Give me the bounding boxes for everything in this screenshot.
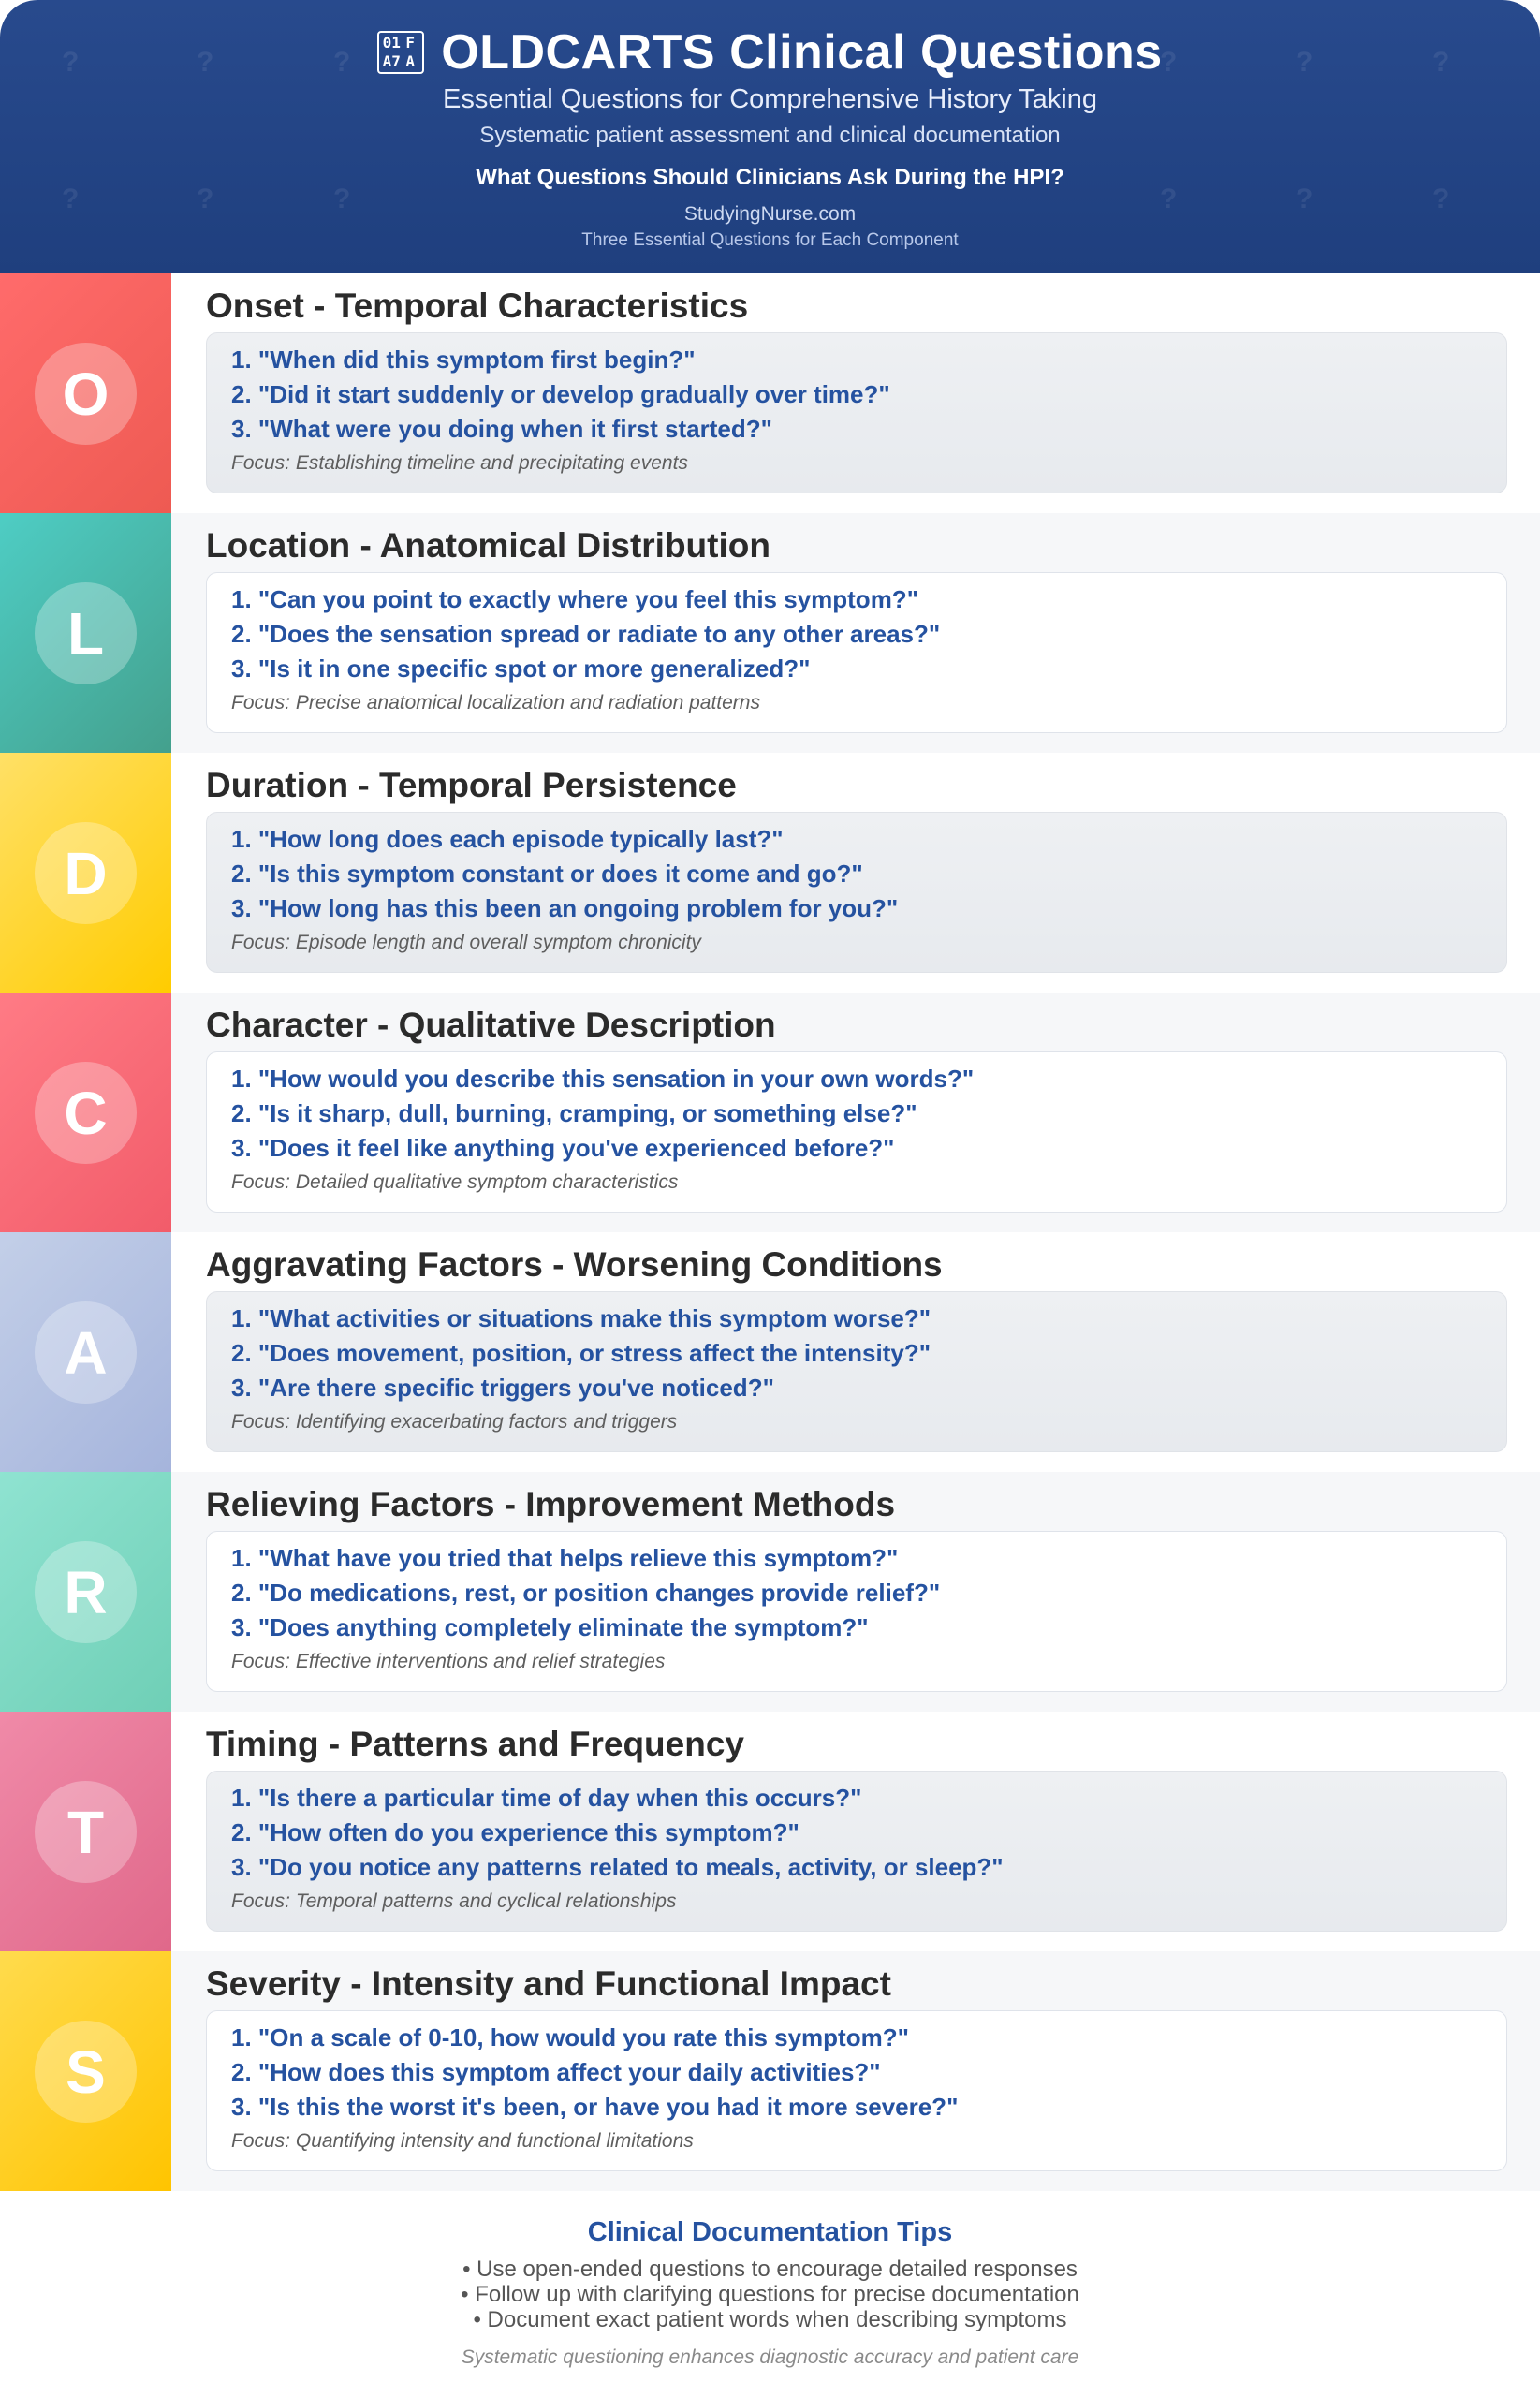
question-item: 3. "Is it in one specific spot or more generalized?" — [231, 654, 811, 683]
section-title: Duration - Temporal Persistence — [206, 766, 737, 804]
question-item: 2. "How does this symptom affect your daily activities?" — [231, 2058, 881, 2086]
header-banner — [0, 0, 1540, 273]
letter-column — [0, 1232, 171, 1472]
question-item: 1. "What have you tried that helps relieve this symptom?" — [231, 1544, 899, 1572]
letter-column — [0, 1951, 171, 2191]
question-mark-decoration: ? — [1432, 47, 1450, 78]
question-item: 1. "When did this symptom first begin?" — [231, 346, 696, 374]
question-item: 1. "Is there a particular time of day when this occurs?" — [231, 1784, 862, 1812]
section-title: Relieving Factors - Improvement Methods — [206, 1485, 896, 1523]
section-title: Location - Anatomical Distribution — [206, 526, 770, 565]
footer-title: Clinical Documentation Tips — [587, 2217, 953, 2247]
letter-badge: C — [35, 1062, 137, 1164]
section-title: Character - Qualitative Description — [206, 1006, 776, 1044]
question-mark-decoration: ? — [197, 184, 214, 214]
section-title: Aggravating Factors - Worsening Conditions — [206, 1245, 943, 1284]
question-item: 3. "Are there specific triggers you've noticed?" — [231, 1374, 774, 1402]
question-card — [206, 1531, 1507, 1692]
section-timing — [0, 1712, 1540, 1951]
icon-glyph: A7 — [382, 52, 401, 70]
tip-item: • Use open-ended questions to encourage detailed responses — [462, 2257, 1078, 2282]
icon-glyph: 01 — [382, 34, 401, 51]
question-item: 2. "Do medications, rest, or position changes provide relief?" — [231, 1579, 941, 1607]
question-item: 3. "Is this the worst it's been, or have you had it more severe?" — [231, 2093, 959, 2121]
focus-note: Focus: Establishing timeline and precipitating events — [231, 452, 688, 474]
focus-note: Focus: Detailed qualitative symptom characteristics — [231, 1171, 679, 1193]
focus-note: Focus: Episode length and overall symptom chronicity — [231, 932, 701, 953]
letter-badge: R — [35, 1541, 137, 1643]
guiding-question: What Questions Should Clinicians Ask During the HPI? — [476, 165, 1064, 190]
letter-column — [0, 273, 171, 513]
question-item: 2. "Is it sharp, dull, burning, cramping, or something else?" — [231, 1099, 917, 1127]
question-item: 1. "Can you point to exactly where you feel this symptom?" — [231, 585, 919, 613]
question-card — [206, 1291, 1507, 1452]
section-aggravating — [0, 1232, 1540, 1472]
focus-note: Focus: Quantifying intensity and functional limitations — [231, 2130, 694, 2152]
letter-badge: O — [35, 343, 137, 445]
letter-badge: A — [35, 1301, 137, 1404]
document-icon — [377, 31, 424, 74]
question-item: 3. "Does anything completely eliminate the symptom?" — [231, 1613, 869, 1641]
section-title: Onset - Temporal Characteristics — [206, 287, 749, 325]
question-item: 2. "How often do you experience this symptom?" — [231, 1818, 799, 1846]
focus-note: Focus: Temporal patterns and cyclical relationships — [231, 1890, 677, 1912]
question-mark-decoration: ? — [333, 47, 351, 78]
subtitle: Essential Questions for Comprehensive History Taking — [442, 84, 1097, 114]
letter-column — [0, 1472, 171, 1712]
secondary-subtitle: Systematic patient assessment and clinical documentation — [479, 123, 1061, 148]
question-item: 2. "Does the sensation spread or radiate to any other areas?" — [231, 620, 941, 648]
section-title: Severity - Intensity and Functional Impact — [206, 1964, 891, 2003]
question-mark-decoration: ? — [1296, 47, 1313, 78]
question-card — [206, 1051, 1507, 1213]
letter-badge: D — [35, 822, 137, 924]
section-severity — [0, 1951, 1540, 2191]
letter-column — [0, 993, 171, 1232]
letter-column — [0, 513, 171, 753]
letter-column — [0, 753, 171, 993]
question-mark-decoration: ? — [1160, 47, 1178, 78]
footer-tips — [0, 2191, 1540, 2397]
focus-note: Focus: Precise anatomical localization and radiation patterns — [231, 692, 760, 713]
question-item: 3. "Do you notice any patterns related to meals, activity, or sleep?" — [231, 1853, 1004, 1881]
title-row — [0, 24, 1540, 81]
question-item: 3. "What were you doing when it first started?" — [231, 415, 772, 443]
question-card — [206, 1771, 1507, 1932]
question-item: 1. "How long does each episode typically last?" — [231, 825, 784, 853]
section-onset — [0, 273, 1540, 513]
letter-column — [0, 1712, 171, 1951]
question-item: 1. "On a scale of 0-10, how would you rate this symptom?" — [231, 2023, 909, 2051]
question-mark-decoration: ? — [1432, 184, 1450, 214]
question-item: 3. "Does it feel like anything you've experienced before?" — [231, 1134, 895, 1162]
question-item: 3. "How long has this been an ongoing problem for you?" — [231, 894, 899, 922]
letter-badge: L — [35, 582, 137, 684]
section-character — [0, 993, 1540, 1232]
section-duration — [0, 753, 1540, 993]
question-card — [206, 2010, 1507, 2171]
icon-glyph: F — [405, 34, 416, 51]
question-mark-decoration: ? — [1296, 184, 1313, 214]
question-item: 2. "Does movement, position, or stress affect the intensity?" — [231, 1339, 931, 1367]
question-item: 2. "Is this symptom constant or does it come and go?" — [231, 860, 863, 888]
focus-note: Focus: Effective interventions and relief strategies — [231, 1651, 666, 1672]
section-relieving — [0, 1472, 1540, 1712]
letter-badge: S — [35, 2021, 137, 2123]
question-card — [206, 332, 1507, 493]
letter-badge: T — [35, 1781, 137, 1883]
question-item: 1. "What activities or situations make this symptom worse?" — [231, 1304, 931, 1332]
footer-note: Systematic questioning enhances diagnostic accuracy and patient care — [461, 2346, 1079, 2368]
question-item: 1. "How would you describe this sensation in your own words?" — [231, 1065, 975, 1093]
tip-item: • Document exact patient words when describing symptoms — [473, 2307, 1067, 2332]
question-item: 2. "Did it start suddenly or develop gradually over time?" — [231, 380, 890, 408]
question-mark-decoration: ? — [333, 184, 351, 214]
section-title: Timing - Patterns and Frequency — [206, 1725, 744, 1763]
section-location — [0, 513, 1540, 753]
focus-note: Focus: Identifying exacerbating factors and triggers — [231, 1411, 678, 1433]
icon-glyph: A — [405, 52, 416, 70]
tagline: Three Essential Questions for Each Component — [581, 230, 959, 250]
question-mark-decoration: ? — [62, 47, 80, 78]
tip-item: • Follow up with clarifying questions for precise documentation — [461, 2282, 1079, 2307]
question-card — [206, 572, 1507, 733]
question-mark-decoration: ? — [1160, 184, 1178, 214]
question-mark-decoration: ? — [197, 47, 214, 78]
page-title: OLDCARTS Clinical Questions — [441, 25, 1163, 80]
site-name: StudyingNurse.com — [683, 203, 857, 225]
question-mark-decoration: ? — [62, 184, 80, 214]
question-card — [206, 812, 1507, 973]
